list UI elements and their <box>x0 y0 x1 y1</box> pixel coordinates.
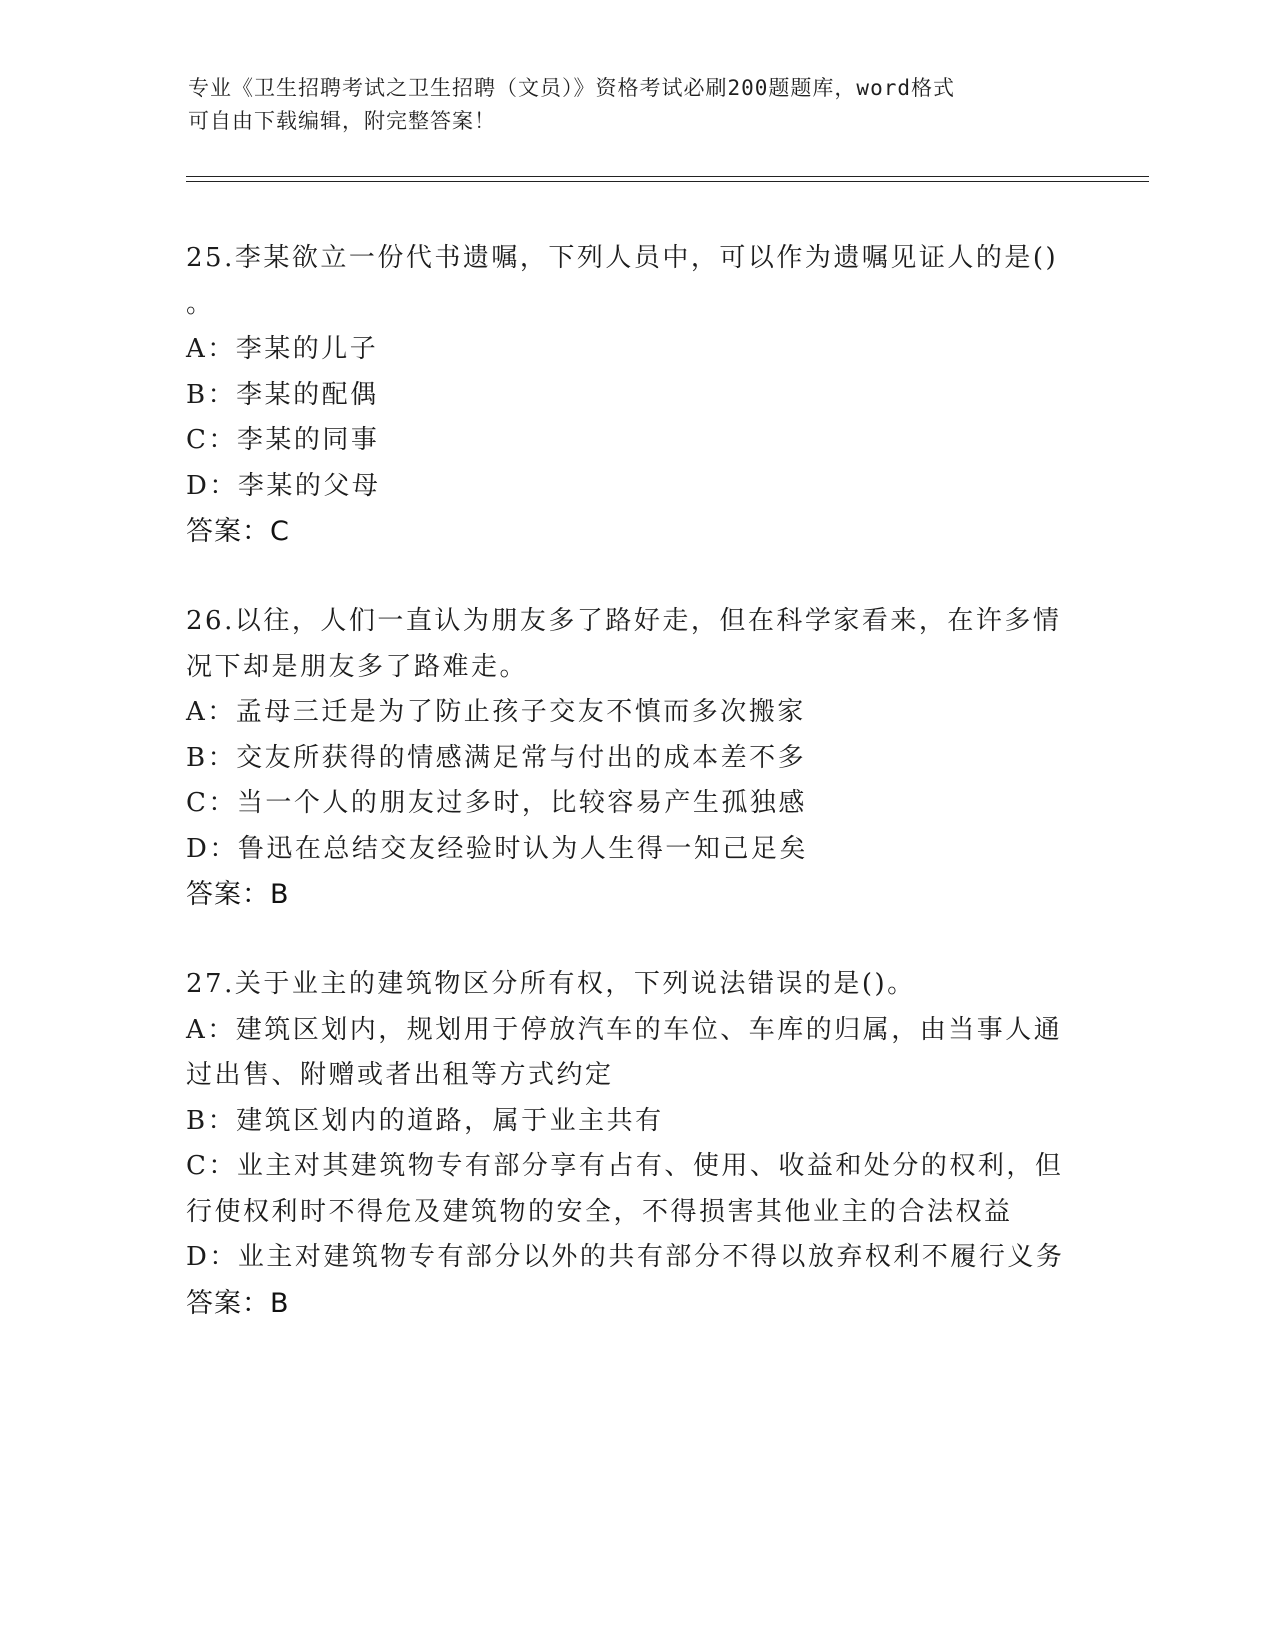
question-stem: 25.李某欲立一份代书遗嘱，下列人员中，可以作为遗嘱见证人的是() <box>186 243 1059 273</box>
question-27 <box>186 962 1086 1327</box>
option-a-continued: 过出售、附赠或者出租等方式约定 <box>186 1060 614 1090</box>
option-d: D：李某的父母 <box>186 470 381 501</box>
option-a: A：建筑区划内，规划用于停放汽车的车位、车库的归属，由当事人通 <box>186 1014 1063 1045</box>
question-list <box>186 236 1086 1371</box>
option-b: B：李某的配偶 <box>186 379 379 410</box>
question-stem: 26.以往，人们一直认为朋友多了路好走，但在科学家看来，在许多情 <box>186 606 1062 636</box>
option-c-continued: 行使权利时不得危及建筑物的安全，不得损害其他业主的合法权益 <box>186 1196 1013 1227</box>
question-stem: 27.关于业主的建筑物区分所有权，下列说法错误的是()。 <box>186 969 916 999</box>
option-a: A：孟母三迁是为了防止孩子交友不慎而多次搬家 <box>186 697 806 727</box>
option-a: A：李某的儿子 <box>186 334 379 364</box>
option-d: D：业主对建筑物专有部分以外的共有部分不得以放弃权利不履行义务 <box>186 1242 1065 1272</box>
answer-label: 答案：B <box>186 879 290 910</box>
header-title-line-1: 专业《卫生招聘考试之卫生招聘（文员）》资格考试必刷200题题库，word格式 <box>188 76 955 100</box>
option-d: D：鲁迅在总结交友经验时认为人生得一知己足矣 <box>186 833 808 864</box>
question-stem-continued: 。 <box>186 288 215 319</box>
option-c: C：业主对其建筑物专有部分享有占有、使用、收益和处分的权利，但 <box>186 1151 1064 1181</box>
answer-label: 答案：C <box>186 516 290 547</box>
header-divider <box>186 176 1149 182</box>
question-25 <box>186 236 1086 555</box>
option-c: C：李某的同事 <box>186 425 380 455</box>
header-title-line-2: 可自由下载编辑，附完整答案！ <box>188 109 496 133</box>
option-b: B：建筑区划内的道路，属于业主共有 <box>186 1105 664 1136</box>
question-26 <box>186 599 1086 918</box>
question-stem-continued: 况下却是朋友多了路难走。 <box>186 651 529 682</box>
option-b: B：交友所获得的情感满足常与付出的成本差不多 <box>186 742 807 773</box>
document-header <box>188 72 1068 138</box>
answer-label: 答案：B <box>186 1287 290 1319</box>
option-c: C：当一个人的朋友过多时，比较容易产生孤独感 <box>186 788 807 818</box>
